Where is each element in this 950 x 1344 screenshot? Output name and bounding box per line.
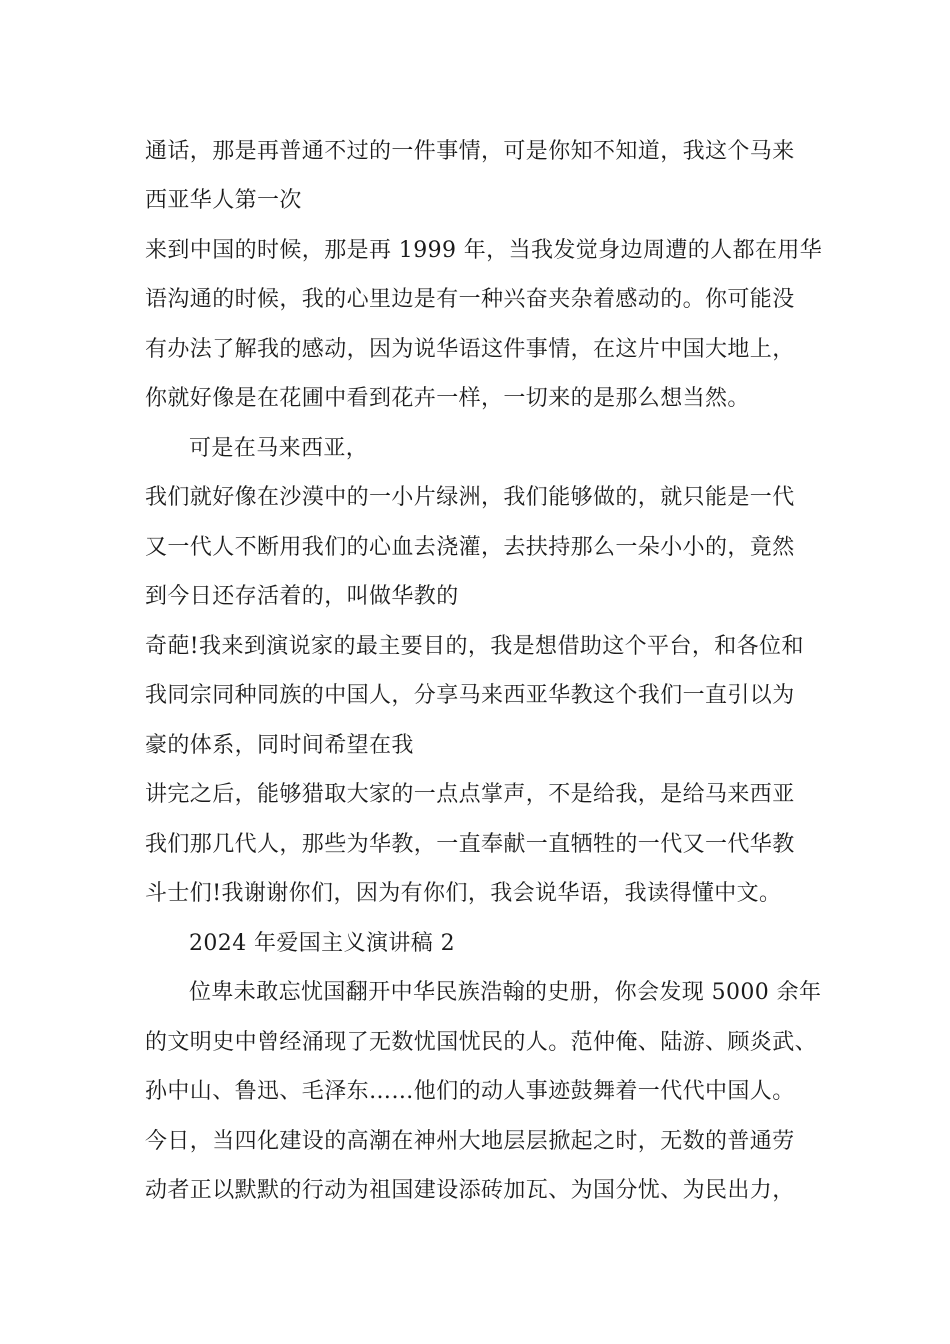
text-line: 我们那几代人，那些为华教，一直奉献一直牺牲的一代又一代华教 bbox=[145, 832, 795, 857]
text-line: 有办法了解我的感动，因为说华语这件事情，在这片中国大地上， bbox=[145, 337, 795, 362]
text-line: 今日，当四化建设的高潮在神州大地层层掀起之时，无数的普通劳 bbox=[145, 1129, 795, 1154]
text-line: 讲完之后，能够猎取大家的一点点掌声，不是给我，是给马来西亚 bbox=[145, 782, 795, 807]
text-line: 可是在马来西亚， bbox=[189, 436, 369, 461]
text-line: 通话，那是再普通不过的一件事情，可是你知不知道，我这个马来 bbox=[145, 139, 795, 164]
text-line: 豪的体系，同时间希望在我 bbox=[145, 733, 414, 758]
text-line: 又一代人不断用我们的心血去浇灌，去扶持那么一朵小小的，竟然 bbox=[145, 535, 795, 560]
text-line: 动者正以默默的行动为祖国建设添砖加瓦、为国分忧、为民出力， bbox=[145, 1178, 795, 1203]
text-line: 的文明史中曾经涌现了无数忧国忧民的人。范仲俺、陆游、顾炎武、 bbox=[145, 1030, 818, 1055]
section-heading: 2024 年爱国主义演讲稿 2 bbox=[189, 931, 455, 956]
text-line: 到今日还存活着的，叫做华教的 bbox=[145, 584, 459, 609]
text-line: 斗士们!我谢谢你们，因为有你们，我会说华语，我读得懂中文。 bbox=[145, 881, 782, 906]
text-line: 你就好像是在花圃中看到花卉一样，一切来的是那么想当然。 bbox=[145, 386, 750, 411]
text-line: 我同宗同种同族的中国人，分享马来西亚华教这个我们一直引以为 bbox=[145, 683, 795, 708]
text-line: 位卑未敢忘忧国翻开中华民族浩翰的史册，你会发现 5000 余年 bbox=[189, 980, 822, 1005]
text-line: 我们就好像在沙漠中的一小片绿洲，我们能够做的，就只能是一代 bbox=[145, 485, 795, 510]
text-line: 来到中国的时候，那是再 1999 年，当我发觉身边周遭的人都在用华 bbox=[145, 238, 823, 263]
text-line: 奇葩!我来到演说家的最主要目的，我是想借助这个平台，和各位和 bbox=[145, 634, 804, 659]
text-line: 西亚华人第一次 bbox=[145, 188, 302, 213]
text-line: 孙中山、鲁迅、毛泽东……他们的动人事迹鼓舞着一代代中国人。 bbox=[145, 1079, 795, 1104]
text-line: 语沟通的时候，我的心里边是有一种兴奋夹杂着感动的。你可能没 bbox=[145, 287, 795, 312]
